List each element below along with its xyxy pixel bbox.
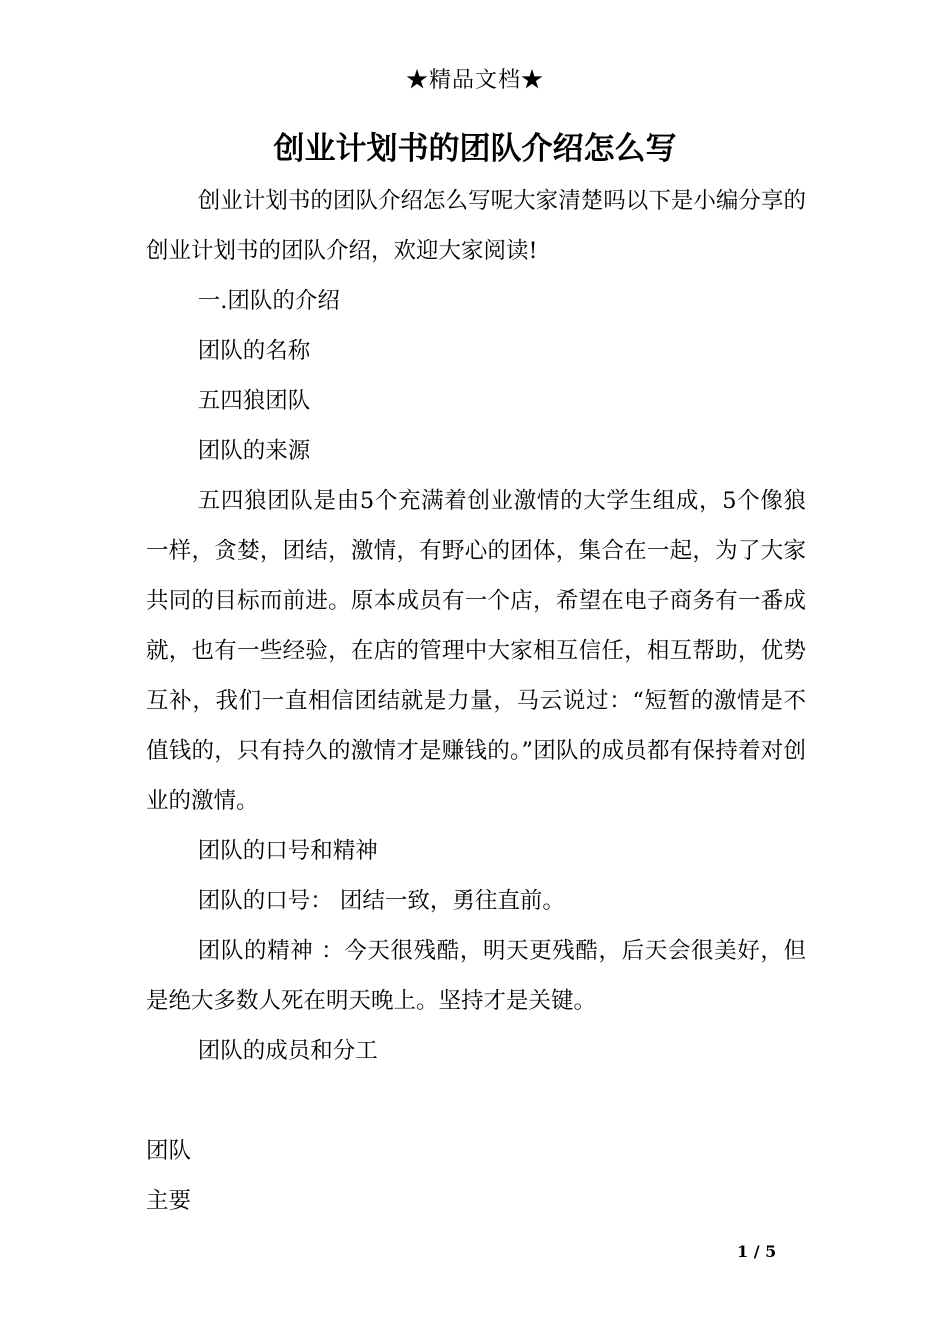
subheading-members-roles: 团队的成员和分工 (197, 1038, 378, 1064)
paragraph-team-name: 五四狼团队 (197, 388, 311, 414)
paragraph-spirit: 团队的精神 ：今天很残酷，明天更残酷，后天会很美好，但是绝大多数人死在明天晚上。坚持才是关键。 (146, 938, 806, 1014)
blank-line (146, 1076, 806, 1126)
paragraph-slogan: 团队的口号： 团结一致，勇往直前。 (197, 888, 565, 914)
table-cell-main: 主要 (146, 1188, 192, 1214)
page-number: 1 / 5 (737, 1242, 777, 1261)
subheading-slogan-spirit: 团队的口号和精神 (197, 838, 378, 864)
header-mark: ★精品文档★ (405, 68, 544, 93)
document-body (146, 176, 806, 1226)
document-title: 创业计划书的团队介绍怎么写 (273, 131, 677, 167)
paragraph-team-origin: 五四狼团队是由5个充满着创业激情的大学生组成，5个像狼一样，贪婪，团结，激情，有野心的团体，集合在一起，为了大家共同的目标而前进。原本成员有一个店，希望在电子商务有一番成就，也有一些经验，在店的管理中大家相互信任，相互帮助，优势互补，我们一直相信团结就是力量，马云说过：“短暂的激情是不值钱的，只有持久的激情才是赚钱的。”团队的成员都有保持着对创业的激情。 (146, 488, 806, 814)
subheading-team-origin: 团队的来源 (197, 438, 311, 464)
table-cell-team: 团队 (146, 1138, 192, 1164)
section-heading-team-intro: 一.团队的介绍 (197, 288, 340, 314)
subheading-team-name: 团队的名称 (197, 338, 311, 364)
paragraph-intro: 创业计划书的团队介绍怎么写呢大家清楚吗以下是小编分享的创业计划书的团队介绍，欢迎大家阅读! (146, 188, 806, 264)
